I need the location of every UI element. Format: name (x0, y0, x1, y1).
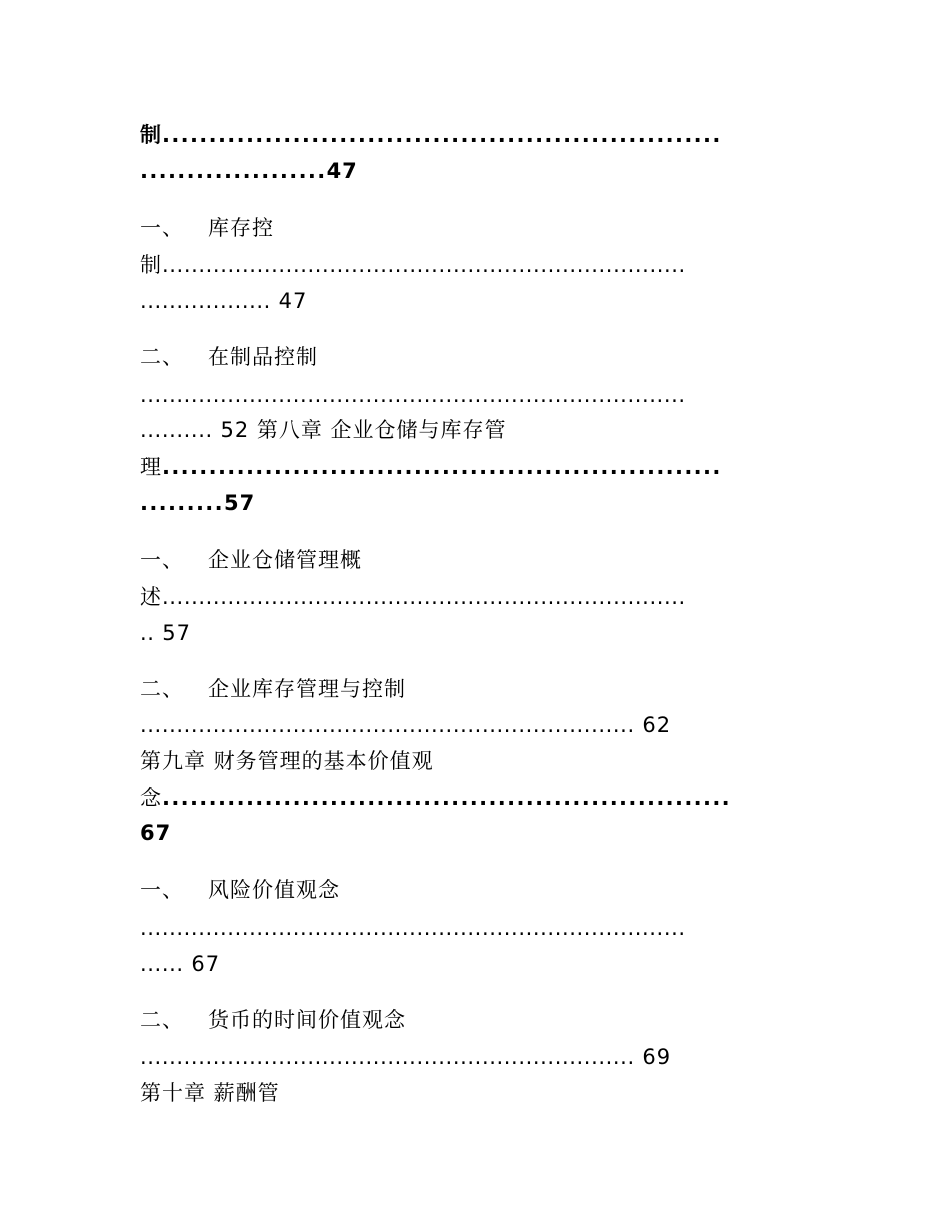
toc-line (140, 746, 434, 776)
toc-line (140, 213, 274, 243)
toc-leader-dots: ........................................................................ (162, 253, 686, 277)
toc-line (140, 818, 171, 848)
chapter-title[interactable]: 第八章 企业仓储与库存管 (256, 418, 507, 442)
toc-entry-number: 一、 (140, 216, 184, 240)
toc-line (140, 618, 191, 648)
toc-leader-dots: ............................................................ (162, 123, 722, 147)
toc-line (140, 582, 686, 612)
toc-page-number[interactable]: 69 (642, 1045, 672, 1069)
toc-line (140, 1078, 280, 1108)
toc-line (140, 1005, 406, 1035)
toc-leader-dots: .................. (140, 289, 271, 313)
toc-entry-text: 理 (140, 455, 162, 479)
toc-page-number[interactable]: 67 (140, 821, 172, 845)
toc-leader-dots: .................................................................... (140, 1045, 635, 1069)
toc-line (140, 120, 722, 150)
toc-entry-number: 二、 (140, 677, 184, 701)
toc-page-number[interactable]: 57 (223, 491, 256, 515)
toc-leader-dots: ......... (140, 491, 224, 515)
toc-leader-dots: ........................................................................... (140, 383, 686, 407)
toc-line (140, 875, 340, 905)
toc-entry-title[interactable]: 企业库存管理与控制 (208, 677, 406, 701)
toc-entry-title[interactable]: 库存控 (208, 216, 274, 240)
toc-entry-title[interactable]: 在制品控制 (208, 345, 318, 369)
toc-line (140, 710, 671, 740)
toc-page-number[interactable]: 47 (278, 289, 308, 313)
toc-entry-text: 制 (140, 253, 162, 277)
toc-entry-title[interactable]: 风险价值观念 (208, 878, 340, 902)
toc-entry-text: 念 (140, 786, 162, 810)
toc-leader-dots: ...... (140, 952, 184, 976)
toc-page-number[interactable]: 52 (220, 418, 250, 442)
chapter-title[interactable]: 第十章 薪酬管 (140, 1081, 280, 1105)
toc-page-number[interactable]: 47 (326, 159, 358, 183)
toc-line (140, 545, 362, 575)
toc-line (140, 415, 507, 445)
toc-leader-dots: .................... (140, 159, 327, 183)
toc-line (140, 380, 686, 410)
toc-leader-dots: .................................................................... (140, 713, 635, 737)
toc-entry-number: 一、 (140, 878, 184, 902)
toc-leader-dots: ............................................................ (162, 455, 722, 479)
toc-page-number[interactable]: 67 (191, 952, 221, 976)
toc-entry-title[interactable]: 企业仓储管理概 (208, 548, 362, 572)
toc-line (140, 783, 731, 813)
toc-entry-text: 制 (140, 123, 162, 147)
toc-line (140, 1042, 671, 1072)
toc-entry-title[interactable]: 货币的时间价值观念 (208, 1008, 406, 1032)
toc-entry-text: 述 (140, 585, 162, 609)
toc-page-number[interactable]: 62 (642, 713, 672, 737)
toc-line (140, 674, 406, 704)
toc-leader-dots: ........................................................................ (162, 585, 686, 609)
toc-leader-dots: ........................................................................... (140, 916, 686, 940)
toc-entry-number: 二、 (140, 1008, 184, 1032)
toc-entry-number: 二、 (140, 345, 184, 369)
toc-leader-dots: ............................................................. (162, 786, 731, 810)
toc-entry-number: 一、 (140, 548, 184, 572)
toc-line (140, 949, 220, 979)
toc-line (140, 913, 686, 943)
toc-leader-dots: .......... (140, 418, 213, 442)
toc-leader-dots: .. (140, 621, 155, 645)
toc-line (140, 286, 307, 316)
toc-line (140, 488, 255, 518)
toc-line (140, 250, 686, 280)
toc-line (140, 452, 722, 482)
toc-line (140, 156, 358, 186)
toc-line (140, 342, 318, 372)
chapter-title[interactable]: 第九章 财务管理的基本价值观 (140, 749, 434, 773)
toc-page-number[interactable]: 57 (162, 621, 191, 645)
